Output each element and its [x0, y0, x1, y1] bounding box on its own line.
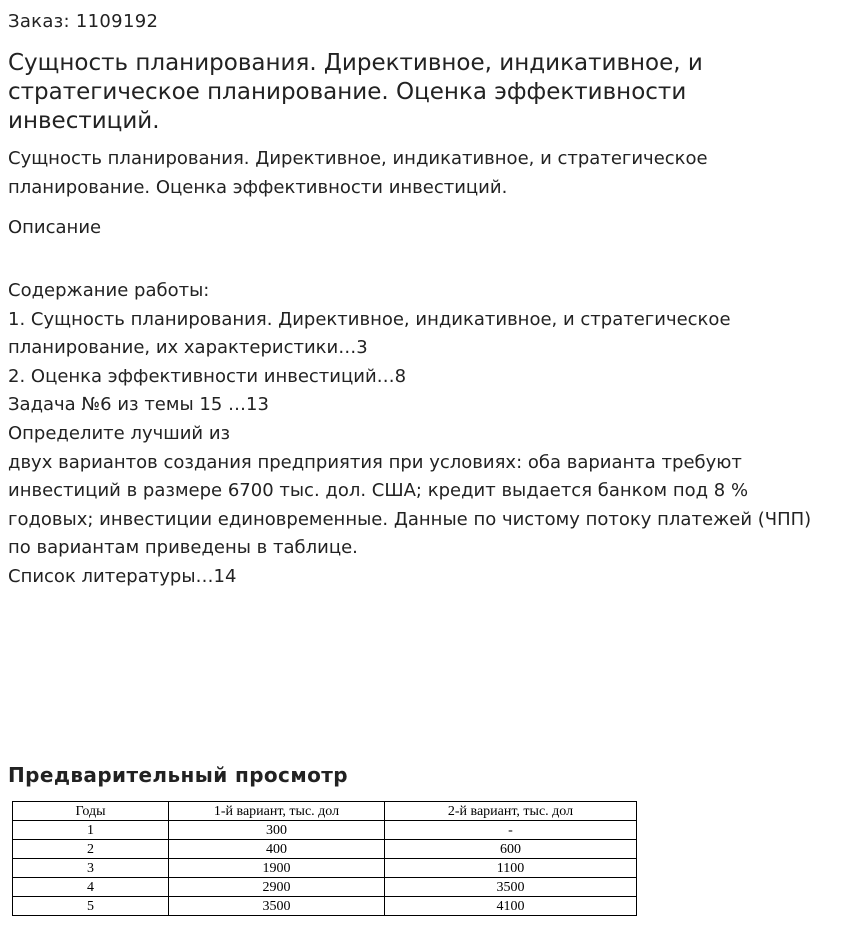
column-header-variant-1: 1-й вариант, тыс. дол	[169, 802, 385, 821]
table-cell: 1	[13, 821, 169, 840]
table-cell: 4	[13, 878, 169, 897]
table-cell: 3500	[169, 897, 385, 916]
content-line: Задача №6 из темы 15 …13	[8, 394, 269, 416]
table-row	[13, 859, 637, 878]
content-line: 2. Оценка эффективности инвестиций…8	[8, 365, 407, 387]
description-label: Описание	[8, 217, 102, 238]
table-cell: 4100	[385, 897, 637, 916]
page-title: Сущность планирования. Директивное, индикативное, и стратегическое планирование. Оценка эффективности инвестиций.	[8, 50, 703, 134]
table-cell: 600	[385, 840, 637, 859]
table-cell: 400	[169, 840, 385, 859]
table-row	[13, 897, 637, 916]
order-number: Заказ: 1109192	[8, 11, 159, 32]
table-cell: 2	[13, 840, 169, 859]
work-contents	[8, 277, 828, 592]
table-header-row	[13, 802, 637, 821]
preview-table	[12, 801, 637, 916]
table-row	[13, 878, 637, 897]
content-line: 1. Сущность планирования. Директивное, индикативное, и стратегическое планирование, их характеристики…3	[8, 308, 731, 359]
table-cell: 3500	[385, 878, 637, 897]
table-cell: 300	[169, 821, 385, 840]
table-cell: 2900	[169, 878, 385, 897]
page-subtitle: Сущность планирования. Директивное, индикативное, и стратегическое планирование. Оценка эффективности инвестиций.	[8, 148, 708, 198]
column-header-years: Годы	[13, 802, 169, 821]
content-line: Содержание работы:	[8, 280, 210, 301]
table-row	[13, 821, 637, 840]
table-cell: 3	[13, 859, 169, 878]
table-cell: 1900	[169, 859, 385, 878]
table-cell: 5	[13, 897, 169, 916]
table-cell: -	[385, 821, 637, 840]
column-header-variant-2: 2-й вариант, тыс. дол	[385, 802, 637, 821]
table-row	[13, 840, 637, 859]
content-line: Определите лучший из	[8, 422, 231, 444]
content-line: двух вариантов создания предприятия при условиях: оба варианта требуют инвестиций в размере 6700 тыс. дол. США; кредит выдается банком под 8 % годовых; инвестиции единовременные. Данные по чистому потоку платежей (ЧПП) по вариантам приведены в таблице.	[8, 451, 812, 559]
content-line: Список литературы…14	[8, 565, 237, 587]
preview-heading: Предварительный просмотр	[8, 763, 348, 787]
table-cell: 1100	[385, 859, 637, 878]
